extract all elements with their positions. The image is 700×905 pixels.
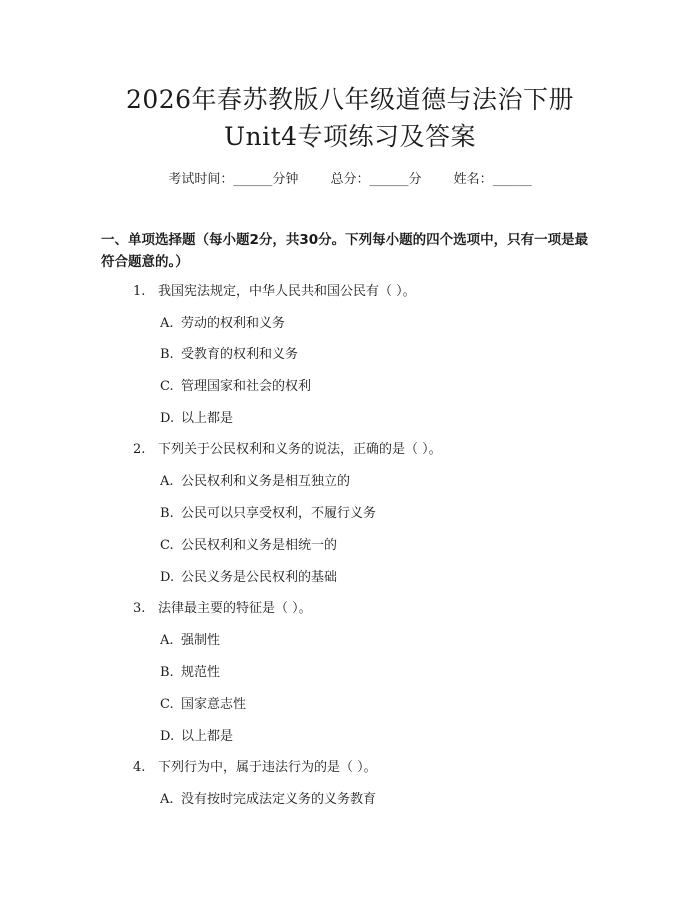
option-3c	[160, 696, 246, 714]
option-letter: C.	[160, 697, 174, 712]
option-2b	[160, 505, 376, 523]
option-3a	[160, 632, 220, 650]
option-text: 公民可以只享受权利，不履行义务	[181, 506, 377, 521]
option-text: 强制性	[181, 633, 221, 648]
option-2a	[160, 473, 350, 491]
exam-time-field: 考试时间：______分钟	[168, 172, 299, 187]
option-text: 以上都是	[181, 411, 234, 426]
exam-info-line	[0, 171, 700, 189]
option-letter: B.	[160, 506, 174, 521]
option-letter: C.	[160, 379, 174, 394]
option-letter: D.	[160, 570, 175, 585]
option-text: 国家意志性	[181, 697, 247, 712]
question-2	[133, 441, 442, 459]
question-number: 3.	[133, 601, 146, 616]
option-1b	[160, 346, 298, 364]
option-1a	[160, 315, 285, 333]
option-4a	[160, 791, 376, 809]
question-text: 我国宪法规定，中华人民共和国公民有（ ）。	[158, 284, 416, 299]
document-title-line1: 2026年春苏教版八年级道德与法治下册	[125, 85, 575, 114]
option-text: 公民权利和义务是相统一的	[181, 538, 338, 553]
option-text: 管理国家和社会的权利	[181, 379, 312, 394]
option-letter: A.	[160, 792, 174, 807]
option-letter: B.	[160, 665, 174, 680]
option-1c	[160, 378, 311, 396]
option-letter: D.	[160, 729, 175, 744]
question-number: 4.	[133, 760, 146, 775]
option-letter: D.	[160, 411, 175, 426]
option-letter: A.	[160, 474, 174, 489]
question-1	[133, 283, 416, 301]
option-text: 公民权利和义务是相互独立的	[181, 474, 351, 489]
option-text: 受教育的权利和义务	[181, 347, 299, 362]
option-text: 规范性	[181, 665, 221, 680]
option-letter: A.	[160, 633, 174, 648]
option-3d	[160, 728, 233, 746]
option-text: 没有按时完成法定义务的义务教育	[181, 792, 377, 807]
option-3b	[160, 664, 220, 682]
option-text: 劳动的权利和义务	[181, 316, 286, 331]
option-text: 公民义务是公民权利的基础	[181, 570, 338, 585]
question-4	[133, 759, 377, 777]
student-name-field: 姓名：______	[453, 172, 532, 187]
option-2d	[160, 569, 337, 587]
question-number: 2.	[133, 442, 146, 457]
option-letter: A.	[160, 316, 174, 331]
section-heading: 一、单项选择题（每小题2分，共30分。下列每小题的四个选项中，只有一项是最符合题意的。）	[101, 232, 589, 270]
option-text: 以上都是	[181, 729, 234, 744]
option-2c	[160, 537, 337, 555]
question-text: 法律最主要的特征是（ ）。	[158, 601, 312, 616]
document-title-line2: Unit4专项练习及答案	[223, 122, 477, 151]
question-text: 下列关于公民权利和义务的说法，正确的是（ ）。	[158, 442, 442, 457]
option-1d	[160, 410, 233, 428]
total-score-field: 总分：______分	[330, 172, 422, 187]
question-text: 下列行为中，属于违法行为的是（ ）。	[158, 760, 377, 775]
option-letter: B.	[160, 347, 174, 362]
question-number: 1.	[133, 284, 146, 299]
option-letter: C.	[160, 538, 174, 553]
question-3	[133, 600, 312, 618]
